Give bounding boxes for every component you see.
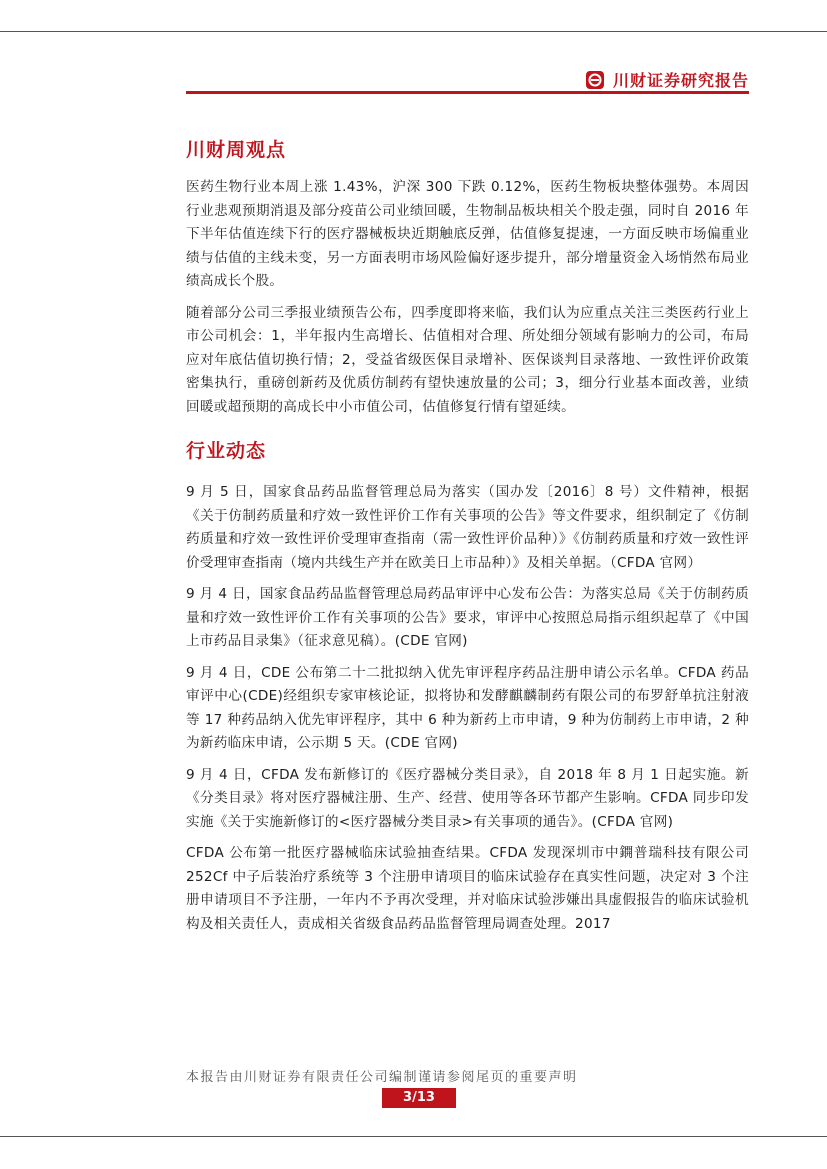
- paragraph: CFDA 公布第一批医疗器械临床试验抽查结果。CFDA 发现深圳市中鐦普瑞科技有限公司 252Cf 中子后装治疗系统等 3 个注册申请项目的临床试验存在真实性问题，决定对 3 个注册申请项目不予注册，一年内不予再次受理，并对临床试验涉嫌出具虚假报告的临床试验机构及相关责任人，责成相关省级食品药品监督管理局调查处理。2017: [186, 845, 749, 932]
- paragraph: 9 月 4 日，CDE 公布第二十二批拟纳入优先审评程序药品注册申请公示名单。CFDA 药品审评中心(CDE)经组织专家审核论证，拟将协和发酵麒麟制药有限公司的布罗舒单抗注射液等 17 种药品纳入优先审评程序，其中 6 种为新药上市申请，9 种为仿制药上市申请，2 种为新药临床申请，公示期 5 天。(CDE 官网): [186, 664, 749, 751]
- section-title-industry-news: 行业动态: [186, 440, 267, 462]
- top-divider: [0, 31, 827, 32]
- bottom-divider: [0, 1136, 827, 1137]
- page-number: 3/13: [382, 1088, 456, 1108]
- paragraph: 9 月 4 日，国家食品药品监督管理总局药品审评中心发布公告：为落实总局《关于仿制药质量和疗效一致性评价工作有关事项的公告》要求，审评中心按照总局指示组织起草了《中国上市药品目录集》（征求意见稿）。(CDE 官网): [186, 586, 749, 649]
- paragraph: 随着部分公司三季报业绩预告公布，四季度即将来临，我们认为应重点关注三类医药行业上市公司机会：1，半年报内生高增长、估值相对合理、所处细分领域有影响力的公司，布局应对年底估值切换行情；2，受益省级医保目录增补、医保谈判目录落地、一致性评价政策密集执行，重磅创新药及优质仿制药有望快速放量的公司；3，细分行业基本面改善，业绩回暖或超预期的高成长中小市值公司，估值修复行情有望延续。: [186, 304, 749, 415]
- chuancai-logo-icon: [585, 70, 605, 90]
- paragraph: 9 月 4 日，CFDA 发布新修订的《医疗器械分类目录》，自 2018 年 8 月 1 日起实施。新《分类目录》将对医疗器械注册、生产、经营、使用等各环节都产生影响。CFDA 同步印发实施《关于实施新修订的<医疗器械分类目录>有关事项的通告》。(CFDA 官网): [186, 766, 749, 830]
- brand-name: 川财证券研究报告: [612, 71, 749, 90]
- footer-disclaimer: 本报告由川财证券有限责任公司编制谨请参阅尾页的重要声明: [186, 1070, 578, 1085]
- section-title-weekly-view: 川财周观点: [186, 139, 287, 161]
- header-brand: [585, 68, 749, 91]
- paragraph: 医药生物行业本周上涨 1.43%，沪深 300 下跌 0.12%，医药生物板块整体强势。本周因行业悲观预期消退及部分疫苗公司业绩回暖，生物制品板块相关个股走强，同时自 2016 年下半年估值连续下行的医疗器械板块近期触底反弹，估值修复提速，一方面反映市场偏重业绩与估值的主线未变，另一方面表明市场风险偏好逐步提升，部分增量资金入场悄然布局业绩高成长个股。: [186, 179, 749, 289]
- report-body: [186, 134, 749, 944]
- header-red-rule: [186, 91, 749, 94]
- paragraph: 9 月 5 日，国家食品药品监督管理总局为落实（国办发〔2016〕8 号）文件精神，根据《关于仿制药质量和疗效一致性评价工作有关事项的公告》等文件要求，组织制定了《仿制药质量和疗效一致性评价受理审查指南（需一致性评价品种）》《仿制药质量和疗效一致性评价受理审查指南（境内共线生产并在欧美日上市品种）》及相关单据。（CFDA 官网）: [186, 484, 749, 571]
